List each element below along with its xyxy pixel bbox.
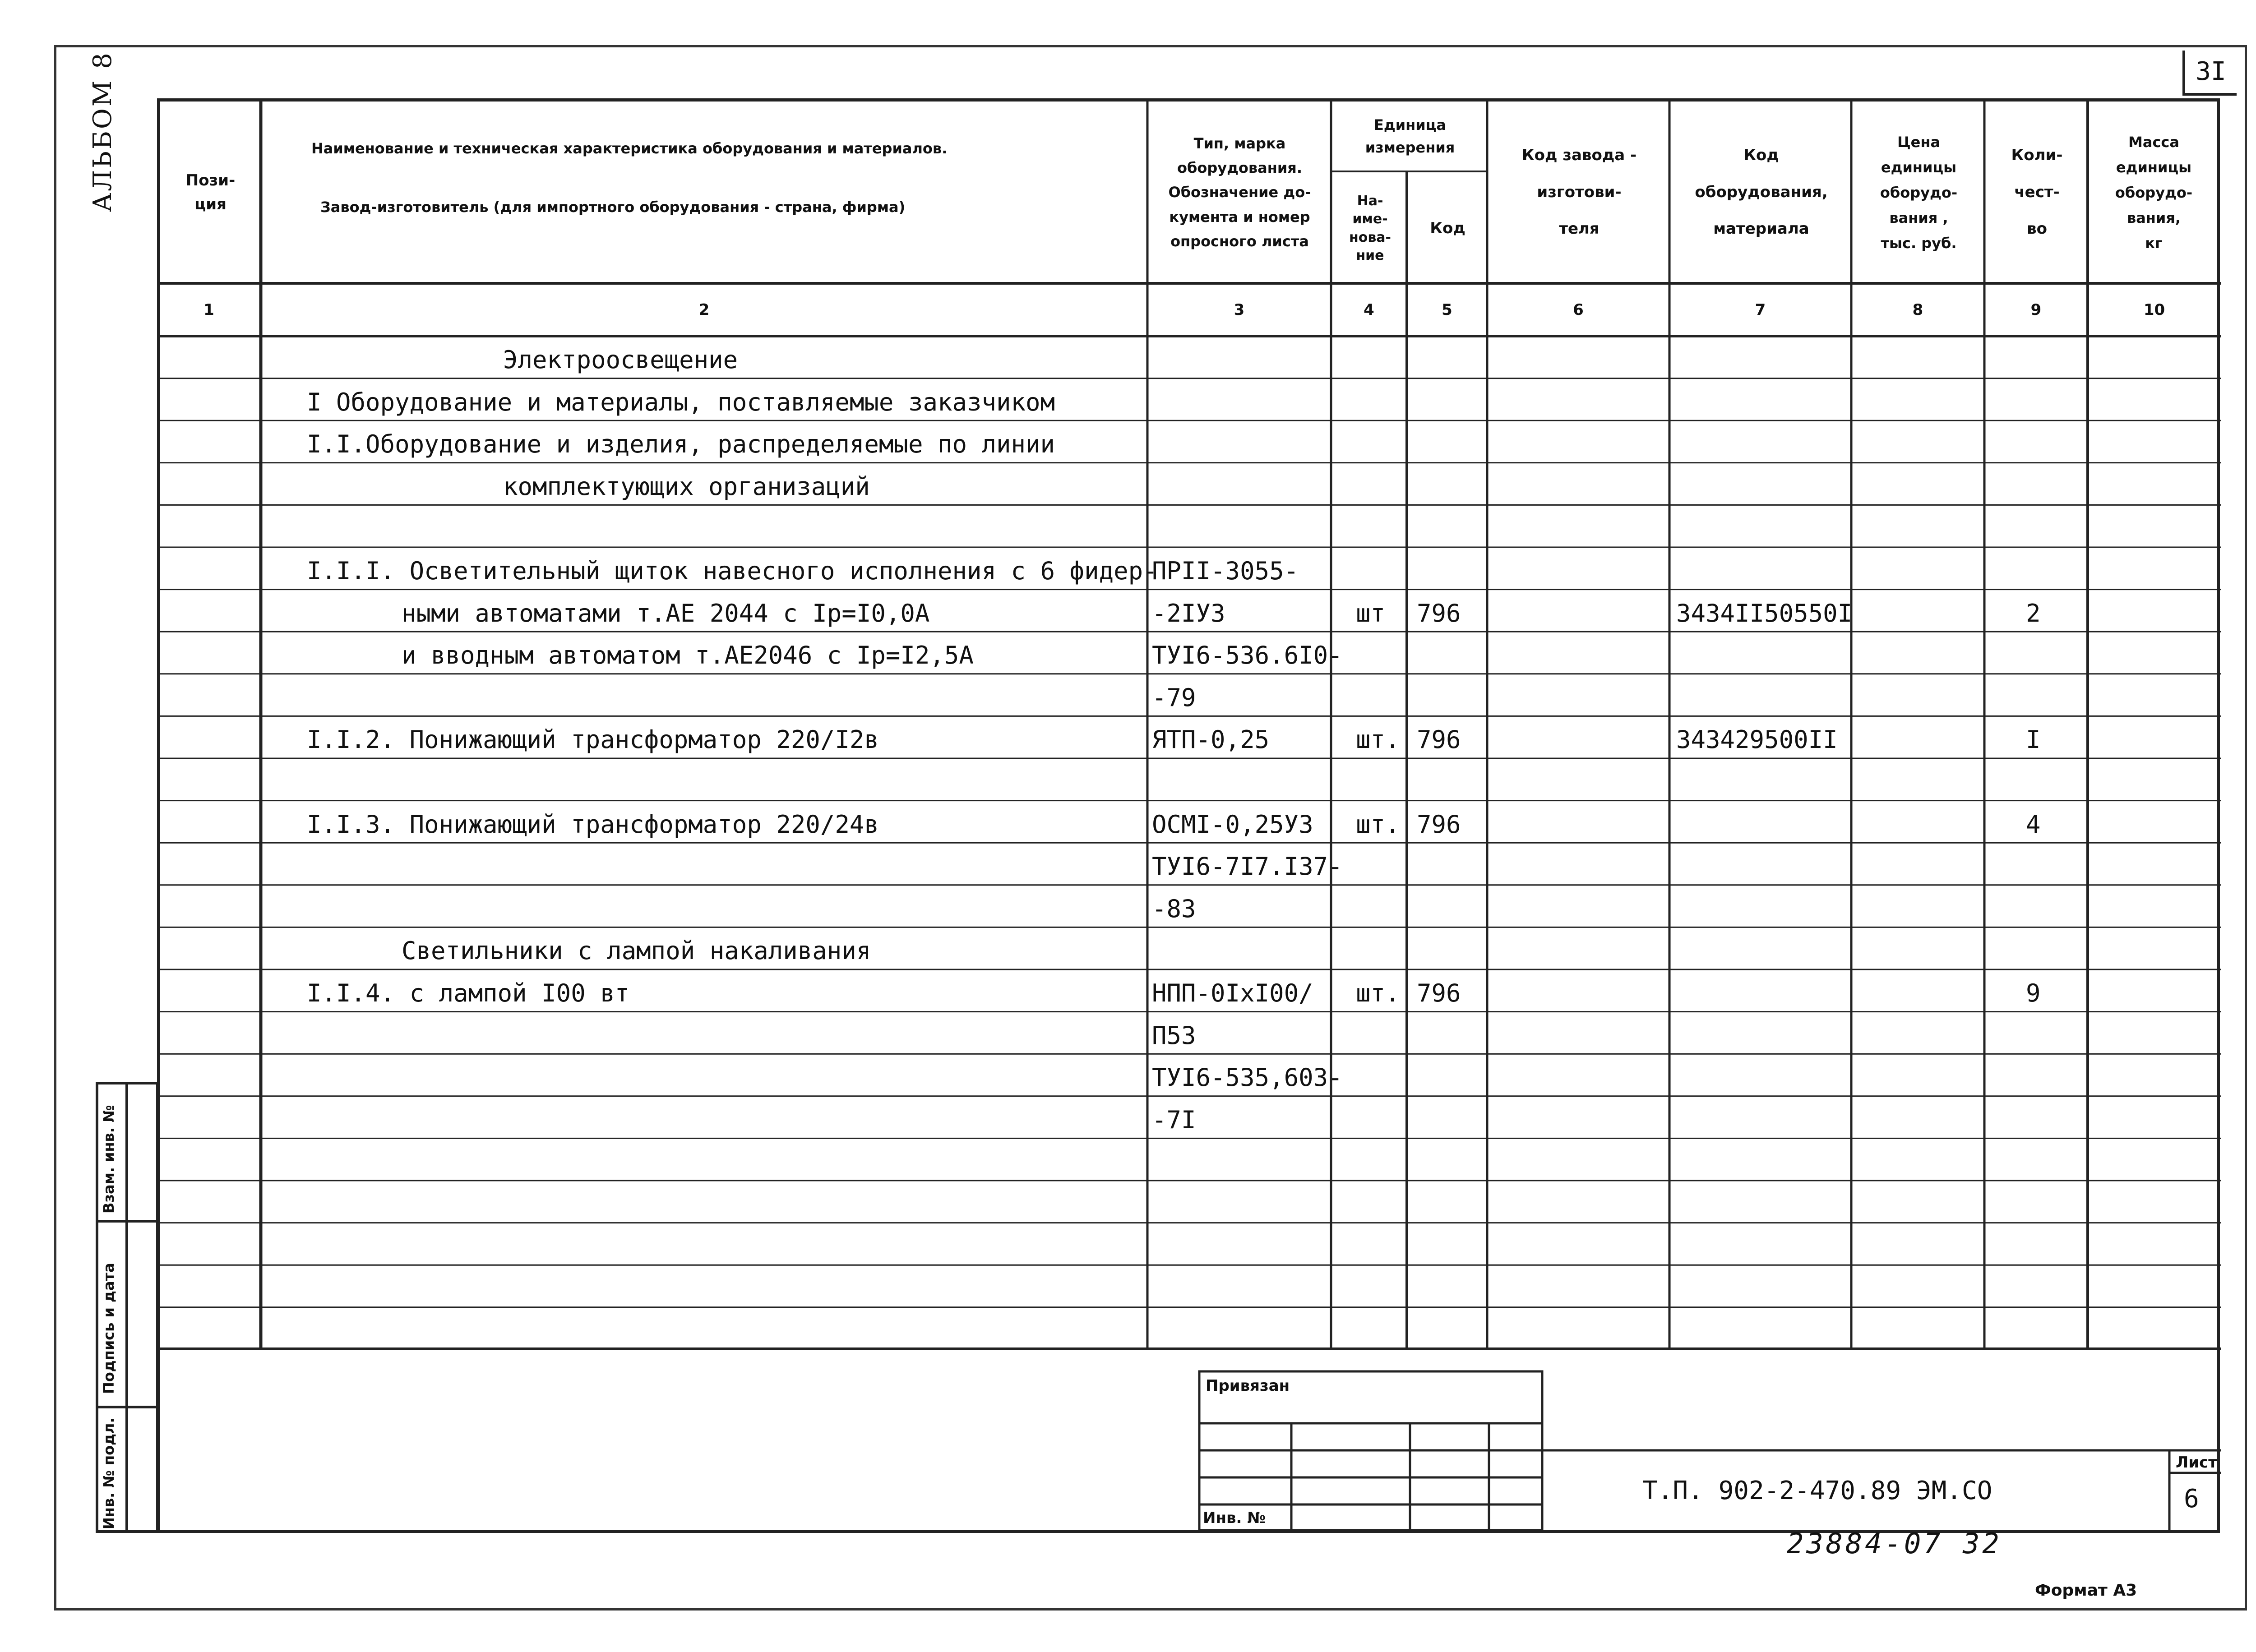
row-unit-name: шт. <box>1356 810 1400 839</box>
row-type: ОСМI-0,25УЗ <box>1152 810 1313 839</box>
column-number-7: 7 <box>1755 300 1766 319</box>
format-label: Формат А3 <box>2035 1581 2137 1600</box>
column-number-5: 5 <box>1442 300 1452 319</box>
column-number-10: 10 <box>2143 300 2165 319</box>
header-equipment-code: Код оборудования, материала <box>1695 146 1828 238</box>
row-equipment-code: 3434II50550I <box>1676 599 1853 628</box>
column-number-3: 3 <box>1234 300 1245 319</box>
header-quantity: Коли- чест- во <box>2011 146 2063 238</box>
column-number-9: 9 <box>2030 300 2042 319</box>
row-quantity: 4 <box>2026 810 2041 839</box>
row-description: I Оборудование и материалы, поставляемые заказчиком <box>307 388 1055 416</box>
row-type: НПП-0IхI00/ <box>1152 979 1313 1007</box>
column-number-1: 1 <box>203 300 214 319</box>
row-type: -79 <box>1152 683 1196 712</box>
row-unit-name: шт. <box>1356 979 1400 1007</box>
column-number-6: 6 <box>1573 300 1584 319</box>
side-stamp-podpis: Подпись и дата <box>100 1263 117 1394</box>
album-label: АЛЬБОМ 8 <box>88 51 117 212</box>
handwritten-number: 23884-07 32 <box>1787 1527 2002 1560</box>
inv-no-label: Инв. № <box>1203 1509 1266 1527</box>
header-factory-code: Код завода - изготови- теля <box>1521 146 1637 238</box>
row-unit-code: 796 <box>1417 979 1461 1007</box>
header-type: Тип, марка оборудования. Обозначение до- кумента и номер опросного листа <box>1168 134 1311 250</box>
row-unit-code: 796 <box>1417 725 1461 754</box>
privyazan-label: Привязан <box>1206 1377 1290 1395</box>
side-stamp-vzam: Взам. инв. № <box>100 1105 117 1214</box>
row-description: и вводным автоматом т.АЕ2046 с Iр=I2,5А <box>402 641 974 670</box>
row-quantity: I <box>2026 725 2041 754</box>
row-type: -83 <box>1152 894 1196 923</box>
row-unit-name: шт <box>1356 599 1386 628</box>
row-type: П53 <box>1152 1021 1196 1050</box>
row-type: ПРII-3055- <box>1152 557 1299 585</box>
row-unit-code: 796 <box>1417 599 1461 628</box>
row-type: -7I <box>1152 1105 1196 1134</box>
row-type: ТУI6-535,603- <box>1152 1063 1343 1092</box>
row-unit-name: шт. <box>1356 725 1400 754</box>
row-description: I.I.3. Понижающий трансформатор 220/24в <box>307 810 879 839</box>
row-description: Электроосвещение <box>503 346 738 374</box>
row-description: ными автоматами т.АЕ 2044 с Iр=I0,0А <box>402 599 930 628</box>
row-quantity: 9 <box>2026 979 2041 1007</box>
row-equipment-code: 343429500II <box>1676 725 1838 754</box>
row-description: Светильники с лампой накаливания <box>402 937 871 965</box>
row-description: I.I.Оборудование и изделия, распределяемые по линии <box>307 430 1055 459</box>
header-name-line2: Завод-изготовитель (для импортного оборудования - страна, фирма) <box>320 198 906 216</box>
row-description: I.I.I. Осветительный щиток навесного исполнения с 6 фидер- <box>307 557 1158 585</box>
header-unit-code: Код <box>1430 219 1465 238</box>
header-price: Цена единицы оборудо- вания , тыс. руб. <box>1880 133 1958 252</box>
sheet-number: 6 <box>2184 1484 2199 1514</box>
header-unit-name: На- име- нова- ние <box>1349 193 1392 263</box>
header-unit-group: Единица измерения <box>1365 116 1455 156</box>
side-stamp-inv: Инв. № подл. <box>100 1417 117 1529</box>
document-code: Т.П. 902-2-470.89 ЭМ.СО <box>1642 1476 1992 1505</box>
row-description: I.I.2. Понижающий трансформатор 220/I2в <box>307 725 879 754</box>
column-number-2: 2 <box>698 300 710 319</box>
row-quantity: 2 <box>2026 599 2041 628</box>
sheet-label: Лист <box>2176 1454 2217 1472</box>
row-description: I.I.4. с лампой I00 вт <box>307 979 630 1007</box>
header-name-line1: Наименование и техническая характеристика оборудования и материалов. <box>311 140 948 157</box>
column-number-4: 4 <box>1364 300 1374 319</box>
row-description: комплектующих организаций <box>503 472 870 501</box>
row-unit-code: 796 <box>1417 810 1461 839</box>
row-type: ЯТП-0,25 <box>1152 725 1270 754</box>
row-type: ТУI6-7I7.I37- <box>1152 852 1343 881</box>
row-type: -2IУЗ <box>1152 599 1225 628</box>
column-number-8: 8 <box>1912 300 1923 319</box>
sheet-top-number: 3I <box>2182 51 2237 96</box>
header-position: Пози- ция <box>185 171 236 213</box>
header-mass: Масса единицы оборудо- вания, кг <box>2115 133 2193 252</box>
row-type: ТУI6-536.6I0- <box>1152 641 1343 670</box>
